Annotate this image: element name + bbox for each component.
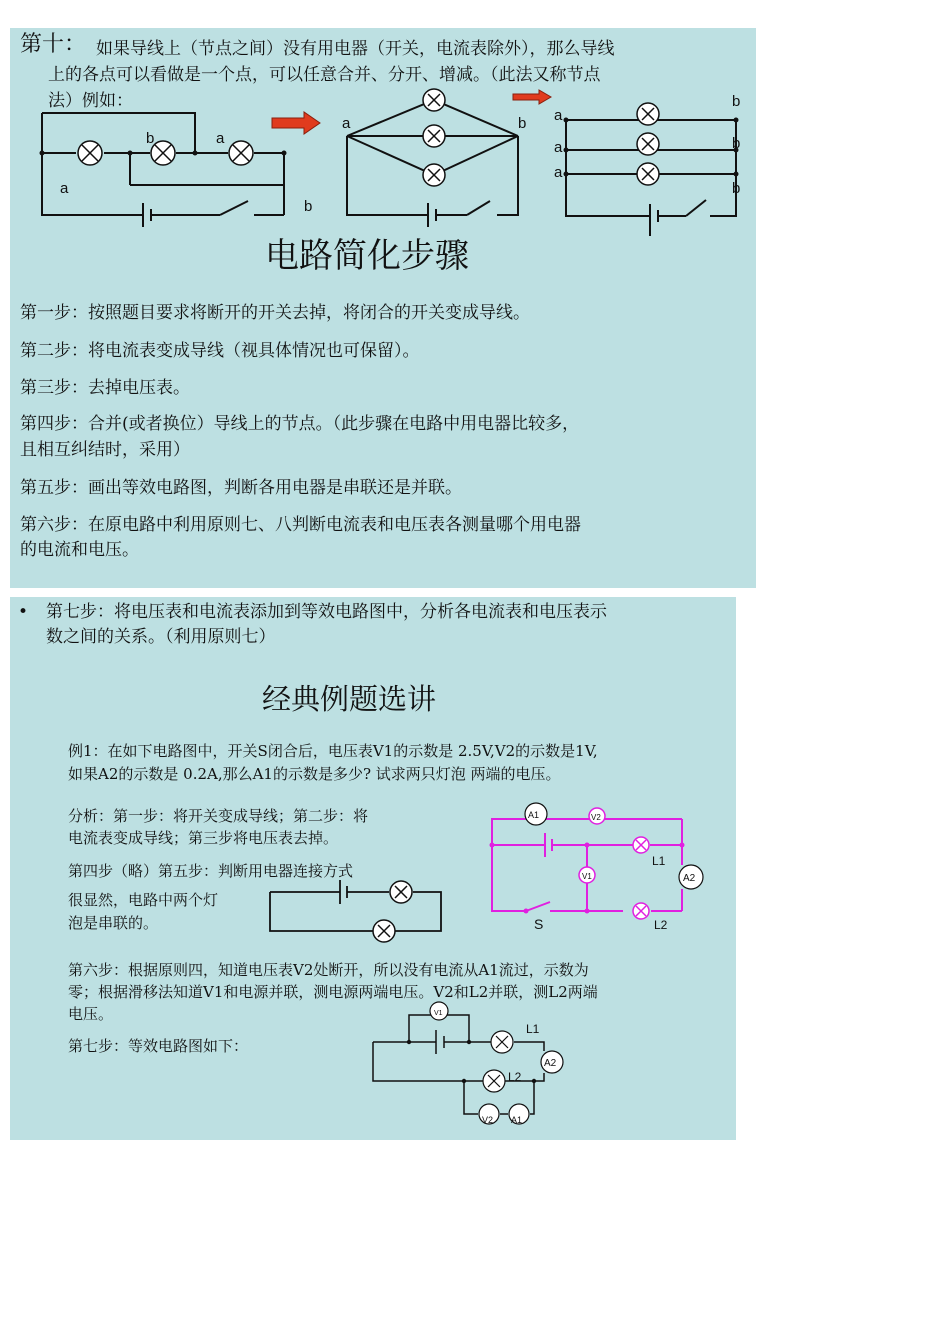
svg-text:S: S: [534, 916, 544, 932]
step-6-line-1: 第六步：在原电路中利用原则七、八判断电流表和电压表各测量哪个用电器: [20, 515, 581, 535]
node-label-b: b: [732, 93, 741, 110]
slide-example: [10, 597, 736, 1140]
example-line-2: 如果A2的示数是 0.2A,那么A1的示数是多少? 试求两只灯泡 两端的电压。: [68, 765, 561, 783]
node-label-b: b: [518, 115, 527, 132]
circuit-diagram-example: [490, 802, 710, 937]
svg-text:L1: L1: [526, 1022, 540, 1036]
svg-text:L2: L2: [508, 1070, 522, 1084]
section-heading: 电路简化步骤: [265, 236, 469, 276]
step-5: 第五步：画出等效电路图，判断各用电器是串联还是并联。: [20, 478, 462, 498]
analysis-line-1: 分析：第一步：将开关变成导线；第二步：将: [68, 807, 369, 825]
step-3: 第三步：去掉电压表。: [20, 378, 190, 398]
svg-text:V2: V2: [591, 813, 601, 822]
step-6-line-2: 零；根据滑移法知道V1和电源并联，测电源两端电压。V2和L2并联，测L2两端: [68, 983, 598, 1001]
svg-text:A2: A2: [544, 1058, 557, 1069]
circuit-diagram-middle: [332, 90, 542, 220]
node-label-a: a: [554, 139, 563, 156]
rule-title: 第十：: [20, 32, 87, 57]
rule-line-3: 法）例如：: [48, 91, 133, 111]
svg-text:V1: V1: [582, 872, 592, 881]
circuit-diagram-original: [40, 113, 313, 223]
circuit-diagram-series: [268, 875, 448, 943]
step-6-line-1: 第六步：根据原则四，知道电压表V2处断开，所以没有电流从A1流过，示数为: [68, 961, 589, 979]
node-label-a: a: [554, 164, 563, 181]
step-6-line-2: 的电流和电压。: [20, 540, 139, 560]
bullet: •: [18, 602, 29, 622]
step-1: 第一步：按照题目要求将断开的开关去掉，将闭合的开关变成导线。: [20, 303, 530, 323]
slide-node-method: [10, 28, 756, 588]
node-label-b: b: [146, 130, 155, 147]
node-label-b: b: [732, 180, 741, 197]
node-label-a: a: [216, 130, 225, 147]
circuit-diagram-equivalent: [368, 999, 568, 1134]
node-label-b: b: [304, 198, 313, 215]
svg-text:L2: L2: [654, 918, 668, 932]
series-line-1: 很显然，电路中两个灯: [68, 891, 219, 909]
section-heading: 经典例题选讲: [262, 682, 437, 716]
step-7-line-2: 数之间的关系。（利用原则七）: [46, 627, 276, 647]
series-line-2: 泡是串联的。: [68, 914, 159, 932]
arrow-right-icon: [272, 112, 322, 134]
svg-text:V2: V2: [482, 1115, 494, 1125]
node-label-a: a: [554, 107, 563, 124]
svg-text:V1: V1: [434, 1010, 443, 1017]
svg-text:A2: A2: [683, 873, 696, 884]
step-2: 第二步：将电流表变成导线（视具体情况也可保留）。: [20, 341, 420, 361]
example-line-1: 例1：在如下电路图中，开关S闭合后，电压表V1的示数是 2.5V,V2的示数是1V,: [68, 742, 598, 760]
analysis-line-2: 电流表变成导线；第三步将电压表去掉。: [68, 829, 339, 847]
rule-line-2: 上的各点可以看做是一个点，可以任意合并、分开、增减。（此法又称节点: [48, 65, 601, 85]
step-4-line-2: 且相互纠结时，采用）: [20, 440, 190, 460]
step-4-line-1: 第四步：合并(或者换位）导线上的节点。（此步骤在电路中用电器比较多，: [20, 414, 580, 434]
rule-line-1: 如果导线上（节点之间）没有用电器（开关，电流表除外），那么导线: [96, 39, 615, 59]
svg-text:A1: A1: [511, 1115, 523, 1125]
step-7-b: 第七步：等效电路图如下：: [68, 1037, 249, 1055]
node-label-a: a: [60, 180, 69, 197]
node-label-a: a: [342, 115, 351, 132]
svg-text:A1: A1: [528, 810, 540, 820]
step-4-5: 第四步（略）第五步：判断用电器连接方式: [68, 862, 354, 880]
step-6-line-3: 电压。: [68, 1005, 114, 1023]
node-label-b: b: [732, 135, 741, 152]
circuit-diagram-parallel: [538, 88, 758, 238]
svg-text:L1: L1: [652, 854, 666, 868]
step-7-line-1: 第七步：将电压表和电流表添加到等效电路图中，分析各电流表和电压表示: [46, 602, 607, 622]
